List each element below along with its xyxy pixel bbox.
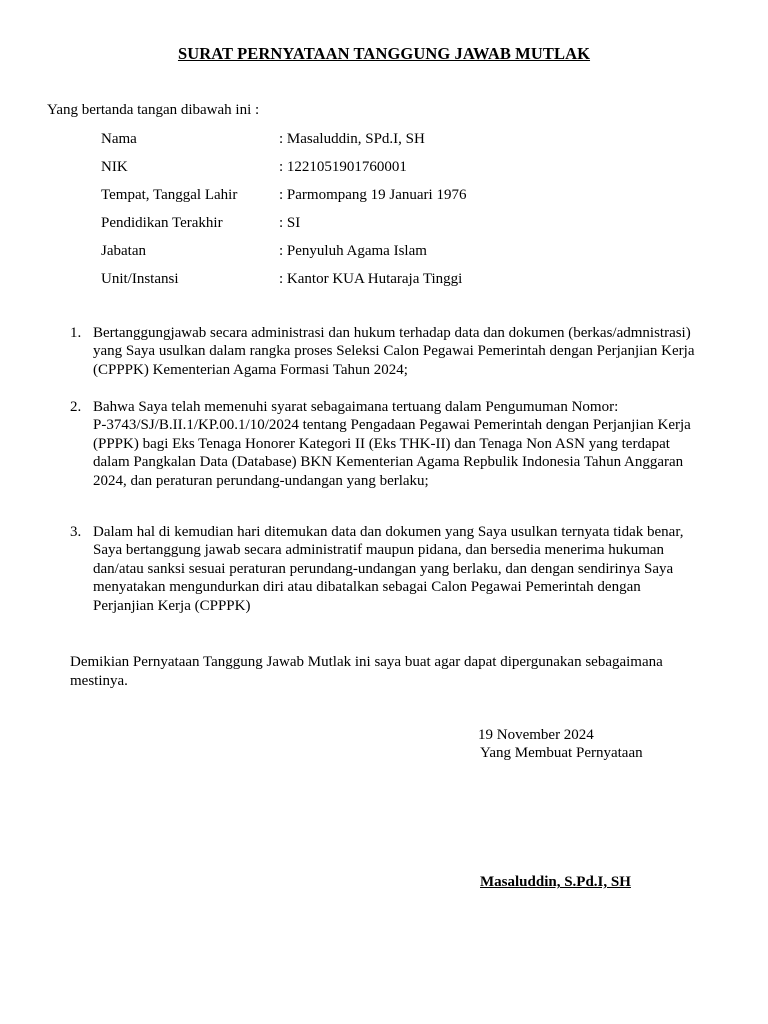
statement-text xyxy=(93,523,720,615)
closing-line: mestinya. xyxy=(70,673,128,689)
statement-number: 1. xyxy=(70,325,82,341)
statement-item-1 xyxy=(70,324,720,379)
identity-label: Pendidikan Terakhir xyxy=(101,215,223,231)
document-title: SURAT PERNYATAAN TANGGUNG JAWAB MUTLAK xyxy=(177,44,591,63)
statement-line: 2024, dan peraturan perundang-undangan yang berlaku; xyxy=(93,472,429,489)
statement-number: 2. xyxy=(70,399,82,415)
statement-line: dalam Pangkalan Data (Database) BKN Kementerian Agama Repbulik Indonesia Tahun Anggaran xyxy=(93,454,684,471)
statement-text xyxy=(93,398,720,490)
statement-text xyxy=(93,324,720,379)
statement-line: Bahwa Saya telah memenuhi syarat sebagaimana tertuang dalam Pengumuman Nomor: xyxy=(93,399,619,415)
statement-line: dan/atau sanksi sesuai peraturan perundang-undangan yang berlaku, dan dengan sendirinya Saya xyxy=(93,560,674,577)
statement-line: yang Saya usulkan dalam rangka proses Seleksi Calon Pegawai Pemerintah dengan Perjanjian Kerja xyxy=(93,343,695,360)
statement-line: Bertanggungjawab secara administrasi dan hukum terhadap data dan dokumen (berkas/admnistrasi) xyxy=(93,325,691,341)
identity-value: : Parmompang 19 Januari 1976 xyxy=(279,187,467,203)
statement-line: (CPPPK) Kementerian Agama Formasi Tahun 2024; xyxy=(93,361,408,378)
statement-line: Perjanjian Kerja (CPPPK) xyxy=(93,597,251,614)
identity-label: Jabatan xyxy=(101,243,146,259)
closing-paragraph xyxy=(70,653,710,691)
statement-number: 3. xyxy=(70,524,82,540)
identity-value: : SI xyxy=(279,215,301,231)
identity-value: : Masaluddin, SPd.I, SH xyxy=(279,131,425,147)
statement-line: (PPPK) bagi Eks Tenaga Honorer Kategori II (Eks THK-II) dan Tenaga Non ASN yang terdapat xyxy=(93,435,670,452)
closing-line: Demikian Pernyataan Tanggung Jawab Mutlak ini saya buat agar dapat dipergunakan sebagaimana xyxy=(70,654,663,670)
statement-item-2 xyxy=(70,398,720,490)
identity-value: : 1221051901760001 xyxy=(279,159,407,175)
identity-label: NIK xyxy=(101,159,128,175)
maker-label: Yang Membuat Pernyataan xyxy=(480,745,643,761)
intro-text: Yang bertanda tangan dibawah ini : xyxy=(47,102,260,118)
statement-line: menyatakan mengundurkan diri atau dibatalkan sebagai Calon Pegawai Pemerintah dengan xyxy=(93,579,641,596)
identity-value: : Penyuluh Agama Islam xyxy=(279,243,427,259)
signer-name: Masaluddin, S.Pd.I, SH xyxy=(480,874,631,890)
statement-item-3 xyxy=(70,523,720,615)
identity-value: : Kantor KUA Hutaraja Tinggi xyxy=(279,271,463,287)
statement-line: Dalam hal di kemudian hari ditemukan data dan dokumen yang Saya usulkan ternyata tidak benar, xyxy=(93,524,684,540)
identity-label: Tempat, Tanggal Lahir xyxy=(101,187,238,203)
identity-label: Unit/Instansi xyxy=(101,271,179,287)
statement-line: P-3743/SJ/B.II.1/KP.00.1/10/2024 tentang Pengadaan Pegawai Pemerintah dengan Perjanjian Kerja xyxy=(93,417,691,434)
signing-date: 19 November 2024 xyxy=(478,727,594,743)
statement-line: Saya bertanggung jawab secara administratif maupun pidana, dan bersedia menerima hukuman xyxy=(93,542,665,559)
identity-label: Nama xyxy=(101,131,137,147)
